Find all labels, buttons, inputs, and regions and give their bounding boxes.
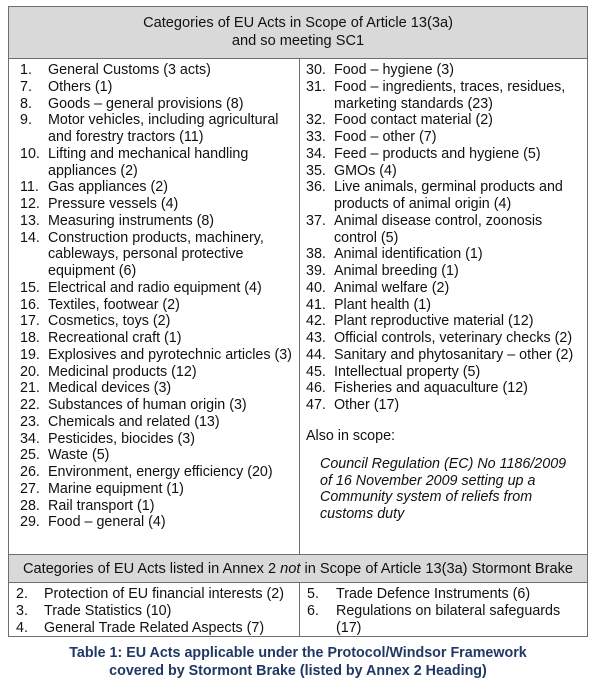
list-item xyxy=(20,146,295,180)
list-item xyxy=(306,364,583,381)
item-number: 22. xyxy=(20,397,40,413)
item-number: 17. xyxy=(20,313,40,330)
item-number: 14. xyxy=(20,229,40,246)
list-item xyxy=(20,397,295,414)
list-item xyxy=(20,62,295,79)
item-text: Marine equipment (1) xyxy=(48,480,184,497)
list-item xyxy=(306,79,583,113)
item-text: Chemicals and related (13) xyxy=(48,413,220,430)
item-number: 9. xyxy=(20,112,32,129)
item-text: Animal identification (1) xyxy=(334,246,483,263)
item-text: Food contact material (2) xyxy=(334,112,493,129)
item-text: Waste (5) xyxy=(48,447,110,464)
item-number: 45. xyxy=(306,363,326,380)
item-number: 2. xyxy=(16,586,28,602)
list-item xyxy=(306,297,583,314)
also-in-scope-label: Also in scope: xyxy=(306,427,396,444)
list-item xyxy=(20,213,295,230)
item-text: Regulations on bilateral safeguards (17) xyxy=(336,602,561,636)
document xyxy=(8,6,588,680)
item-text: Plant health (1) xyxy=(334,296,431,313)
list-item xyxy=(20,79,295,96)
item-text: Animal disease control, zoonosis control (5) xyxy=(334,212,543,246)
list-item xyxy=(20,380,295,397)
table-caption xyxy=(8,645,588,680)
item-number: 13. xyxy=(20,212,40,229)
council-regulation-note: Council Regulation (EC) No 1186/2009 of 16 November 2009 setting up a Community system of reliefs from customs duty xyxy=(320,455,567,522)
item-number: 18. xyxy=(20,330,40,346)
list-item xyxy=(20,313,295,330)
item-text: Animal welfare (2) xyxy=(334,279,450,296)
item-number: 32. xyxy=(306,112,326,129)
item-number: 44. xyxy=(306,346,326,363)
item-text: Plant reproductive material (12) xyxy=(334,313,534,330)
list-item xyxy=(16,620,295,637)
table-caption-line2: covered by Stormont Brake (listed by Annex 2 Heading) xyxy=(109,662,487,679)
item-number: 16. xyxy=(20,296,40,313)
item-number: 23. xyxy=(20,413,40,430)
item-number: 33. xyxy=(306,129,326,145)
table-caption-line1: Table 1: EU Acts applicable under the Protocol/Windsor Framework xyxy=(69,645,527,661)
list-item xyxy=(306,112,583,129)
list-item xyxy=(20,112,295,146)
list-item xyxy=(306,263,583,280)
item-number: 6. xyxy=(307,602,319,619)
list-item xyxy=(306,146,583,163)
item-number: 20. xyxy=(20,363,40,380)
list-item xyxy=(307,586,583,603)
item-text: Motor vehicles, including agricultural and forestry tractors (11) xyxy=(48,112,279,145)
in-scope-header-line1: Categories of EU Acts in Scope of Article 13(3a) xyxy=(143,15,453,31)
item-number: 37. xyxy=(306,212,326,229)
item-text: Medical devices (3) xyxy=(48,380,172,397)
list-item xyxy=(20,498,295,515)
item-number: 31. xyxy=(306,78,326,95)
list-item xyxy=(20,464,295,481)
item-number: 43. xyxy=(306,330,326,346)
item-text: Substances of human origin (3) xyxy=(48,397,247,413)
in-scope-header xyxy=(9,7,587,59)
item-text: Feed – products and hygiene (5) xyxy=(334,145,541,162)
item-text: Recreational craft (1) xyxy=(48,330,182,346)
item-number: 42. xyxy=(306,313,326,330)
item-number: 4. xyxy=(16,619,28,636)
item-text: Intellectual property (5) xyxy=(334,363,481,380)
not-in-scope-right-column xyxy=(300,583,587,636)
list-item xyxy=(20,347,295,364)
list-item xyxy=(20,447,295,464)
item-text: Sanitary and phytosanitary – other (2) xyxy=(334,346,574,363)
item-text: Live animals, germinal products and products of animal origin (4) xyxy=(334,179,563,212)
list-item xyxy=(20,330,295,347)
item-text: Trade Defence Instruments (6) xyxy=(336,586,531,602)
item-number: 36. xyxy=(306,179,326,196)
item-text: Lifting and mechanical handling appliances (2) xyxy=(48,145,249,179)
item-number: 5. xyxy=(307,586,319,602)
list-item xyxy=(20,96,295,113)
list-item xyxy=(306,397,583,414)
item-text: GMOs (4) xyxy=(334,162,397,179)
list-item xyxy=(306,62,583,79)
list-item xyxy=(306,163,583,180)
list-item xyxy=(306,280,583,297)
item-text: Pesticides, biocides (3) xyxy=(48,430,196,447)
item-number: 27. xyxy=(20,480,40,497)
list-item xyxy=(20,179,295,196)
list-item xyxy=(20,414,295,431)
item-number: 11. xyxy=(20,179,39,196)
item-number: 46. xyxy=(306,380,326,397)
item-text: Food – ingredients, traces, residues, marketing standards (23) xyxy=(334,78,566,112)
item-text: Other (17) xyxy=(334,397,400,413)
item-text: Construction products, machinery, cableways, personal protective equipment (6) xyxy=(48,229,264,279)
item-number: 1. xyxy=(20,62,32,78)
list-item xyxy=(16,586,295,603)
item-text: Protection of EU financial interests (2) xyxy=(44,586,284,602)
list-item xyxy=(306,347,583,364)
list-item xyxy=(20,514,295,531)
item-number: 10. xyxy=(20,145,40,162)
in-scope-left-column xyxy=(9,59,300,554)
item-text: Goods – general provisions (8) xyxy=(48,95,244,112)
item-number: 19. xyxy=(20,346,40,363)
item-number: 29. xyxy=(20,514,40,531)
item-text: Food – general (4) xyxy=(48,514,166,531)
not-in-scope-header xyxy=(9,554,587,583)
item-number: 28. xyxy=(20,497,40,514)
item-text: Rail transport (1) xyxy=(48,497,155,514)
item-number: 25. xyxy=(20,447,40,464)
in-scope-columns xyxy=(9,59,587,554)
not-in-scope-left-column xyxy=(9,583,300,636)
item-number: 30. xyxy=(306,62,326,78)
in-scope-header-line2: and so meeting SC1 xyxy=(231,33,365,49)
item-number: 39. xyxy=(306,263,326,279)
item-number: 26. xyxy=(20,464,40,480)
item-number: 12. xyxy=(20,196,40,212)
categories-table xyxy=(8,6,588,637)
item-text: Trade Statistics (10) xyxy=(44,602,172,619)
item-text: General Trade Related Aspects (7) xyxy=(44,619,265,636)
item-number: 8. xyxy=(20,95,32,112)
item-number: 38. xyxy=(306,246,326,263)
item-text: Measuring instruments (8) xyxy=(48,212,215,229)
in-scope-right-list xyxy=(300,59,587,414)
item-text: Food – hygiene (3) xyxy=(334,62,455,78)
not-emphasis: not xyxy=(280,561,301,577)
list-item xyxy=(20,297,295,314)
list-item xyxy=(306,313,583,330)
item-text: Explosives and pyrotechnic articles (3) xyxy=(48,346,292,363)
item-text: Electrical and radio equipment (4) xyxy=(48,279,262,296)
in-scope-right-column xyxy=(300,59,587,554)
item-text: Food – other (7) xyxy=(334,129,437,145)
item-text: Pressure vessels (4) xyxy=(48,196,179,212)
not-in-scope-header-before: Categories of EU Acts listed in Annex 2 xyxy=(22,561,281,577)
item-text: Official controls, veterinary checks (2) xyxy=(334,330,573,346)
list-item xyxy=(306,213,583,247)
item-number: 21. xyxy=(20,380,40,397)
list-item xyxy=(16,603,295,620)
not-in-scope-header-after: in Scope of Article 13(3a) Stormont Brake xyxy=(300,561,573,577)
list-item xyxy=(306,330,583,347)
list-item xyxy=(20,431,295,448)
item-number: 34. xyxy=(20,430,40,447)
list-item xyxy=(306,380,583,397)
list-item xyxy=(20,481,295,498)
item-text: Fisheries and aquaculture (12) xyxy=(334,380,528,397)
list-item xyxy=(20,364,295,381)
item-text: Medicinal products (12) xyxy=(48,363,197,380)
item-number: 15. xyxy=(20,279,40,296)
not-in-scope-left-list xyxy=(9,583,299,636)
item-number: 34. xyxy=(306,145,326,162)
item-number: 41. xyxy=(306,296,326,313)
list-item xyxy=(306,129,583,146)
item-number: 47. xyxy=(306,397,326,413)
list-item xyxy=(20,196,295,213)
list-item xyxy=(306,179,583,213)
item-text: Animal breeding (1) xyxy=(334,263,459,279)
in-scope-left-list xyxy=(9,59,299,531)
list-item xyxy=(307,603,583,637)
item-number: 3. xyxy=(16,602,28,619)
item-text: Environment, energy efficiency (20) xyxy=(48,464,273,480)
item-text: Textiles, footwear (2) xyxy=(48,296,180,313)
item-text: General Customs (3 acts) xyxy=(48,62,211,78)
item-text: Cosmetics, toys (2) xyxy=(48,313,171,330)
item-text: Others (1) xyxy=(48,78,113,95)
list-item xyxy=(20,230,295,280)
list-item xyxy=(306,246,583,263)
item-number: 7. xyxy=(20,78,32,95)
not-in-scope-columns xyxy=(9,583,587,636)
item-text: Gas appliances (2) xyxy=(48,179,168,196)
list-item xyxy=(20,280,295,297)
item-number: 35. xyxy=(306,162,326,179)
not-in-scope-right-list xyxy=(300,583,587,636)
item-number: 40. xyxy=(306,279,326,296)
